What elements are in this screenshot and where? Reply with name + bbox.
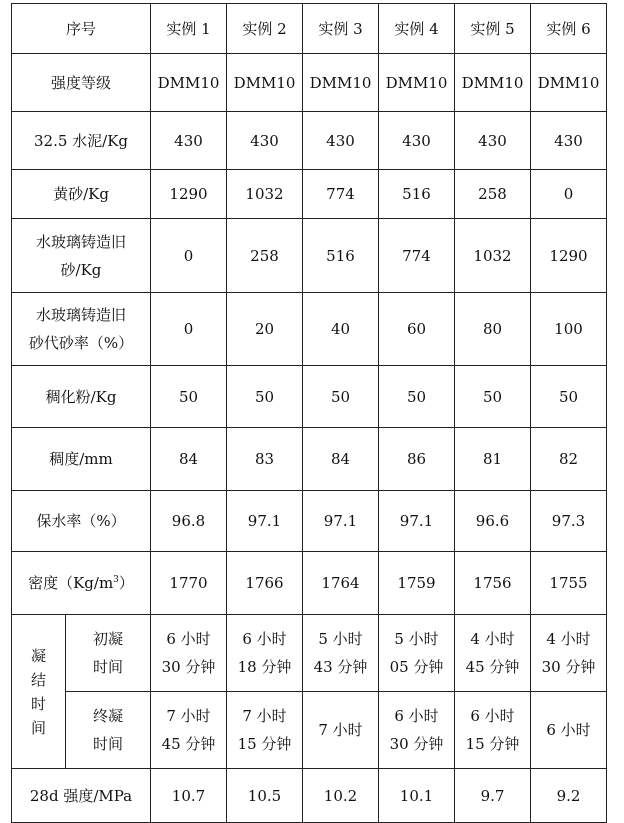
setting-time-row (12, 615, 607, 692)
row-label: 32.5 水泥/Kg (12, 112, 151, 170)
table-row (12, 552, 607, 615)
table-cell: 97.1 (227, 491, 303, 552)
line-text: 4 小时 (546, 630, 591, 648)
table-cell (151, 692, 227, 769)
cell-text (466, 625, 520, 681)
table-cell: 97.3 (531, 491, 607, 552)
table-cell (455, 692, 531, 769)
table-cell: 80 (455, 293, 531, 366)
table-cell: 50 (303, 366, 379, 428)
cell-text (238, 625, 292, 681)
setting-time-group-label (12, 615, 66, 769)
table-row (12, 293, 607, 366)
table-cell: 82 (531, 428, 607, 491)
table-cell: 60 (379, 293, 455, 366)
line-text: 5 小时 (394, 630, 439, 648)
table-cell: DMM10 (303, 54, 379, 112)
table-cell: 10.2 (303, 769, 379, 823)
line-text: 6 小时 (470, 707, 515, 725)
table-cell: 430 (455, 112, 531, 170)
table-cell: 430 (151, 112, 227, 170)
row-label-text: 密度（Kg/m (28, 574, 114, 592)
setting-time-sublabel (66, 615, 151, 692)
table-cell: 1032 (455, 219, 531, 293)
table-cell: DMM10 (151, 54, 227, 112)
cell-text (390, 702, 444, 758)
table-cell: 83 (227, 428, 303, 491)
cell-text (318, 716, 362, 744)
table-cell: 96.8 (151, 491, 227, 552)
line-text: 5 小时 (318, 630, 363, 648)
line-text: 6 小时 (546, 721, 591, 739)
line-text: 15 分钟 (237, 735, 292, 753)
table-cell: 10.7 (151, 769, 227, 823)
table-cell: DMM10 (227, 54, 303, 112)
line-text: 砂/Kg (60, 260, 102, 279)
table-row (12, 170, 607, 219)
row-label: 稠化粉/Kg (12, 366, 151, 428)
line-text: 6 小时 (166, 630, 211, 648)
row-label (12, 293, 151, 366)
row-label: 强度等级 (12, 54, 151, 112)
table-cell (531, 692, 607, 769)
line-text: 水玻璃铸造旧 (35, 306, 126, 324)
line-text: 终凝 (92, 707, 123, 725)
table-cell: DMM10 (455, 54, 531, 112)
line-text: 水玻璃铸造旧 (35, 232, 126, 251)
row-label: 黄砂/Kg (12, 170, 151, 219)
header-row (12, 4, 607, 54)
table-cell: DMM10 (531, 54, 607, 112)
table-cell: 258 (455, 170, 531, 219)
table-cell: 81 (455, 428, 531, 491)
table-cell: 1770 (151, 552, 227, 615)
table-row (12, 428, 607, 491)
line-text: 05 分钟 (389, 658, 444, 676)
table-cell: 0 (151, 219, 227, 293)
table-cell: 84 (303, 428, 379, 491)
table-row (12, 769, 607, 823)
data-table (11, 3, 607, 823)
setting-time-sublabel (66, 692, 151, 769)
table-cell: 0 (151, 293, 227, 366)
cell-text (466, 702, 520, 758)
line-text: 30 分钟 (161, 658, 216, 676)
table-row (12, 112, 607, 170)
table-cell: 1766 (227, 552, 303, 615)
table-cell: DMM10 (379, 54, 455, 112)
table-cell: 430 (531, 112, 607, 170)
table-cell: 100 (531, 293, 607, 366)
line-text: 30 分钟 (389, 735, 444, 753)
cell-text (162, 702, 216, 758)
table-cell: 20 (227, 293, 303, 366)
cell-text (238, 702, 292, 758)
unit-superscript: 3 (113, 575, 119, 585)
table-cell: 84 (151, 428, 227, 491)
table-cell: 1290 (151, 170, 227, 219)
table-cell (151, 615, 227, 692)
row-label: 保水率（%） (12, 491, 151, 552)
line-text: 时间 (92, 658, 123, 676)
cell-text (314, 625, 368, 681)
table-cell: 50 (379, 366, 455, 428)
table-row (12, 54, 607, 112)
table-cell: 516 (379, 170, 455, 219)
table-cell (227, 615, 303, 692)
table-cell: 774 (379, 219, 455, 293)
table-cell: 516 (303, 219, 379, 293)
setting-time-row (12, 692, 607, 769)
table-cell: 430 (379, 112, 455, 170)
row-label-text (36, 228, 126, 284)
table-cell (379, 615, 455, 692)
row-label: 28d 强度/MPa (12, 769, 151, 823)
table-cell (227, 692, 303, 769)
table-row (12, 366, 607, 428)
table-row (12, 491, 607, 552)
row-label-text (29, 301, 133, 357)
table-cell: 1764 (303, 552, 379, 615)
table-cell: 50 (455, 366, 531, 428)
line-text: 6 小时 (394, 707, 439, 725)
table-cell: 97.1 (303, 491, 379, 552)
cell-text (542, 625, 596, 681)
row-label: 稠度/mm (12, 428, 151, 491)
table-cell: 1290 (531, 219, 607, 293)
line-text: 砂代砂率（%） (28, 334, 134, 352)
table-cell: 50 (227, 366, 303, 428)
row-label-end: ） (118, 574, 134, 592)
table-cell: 1756 (455, 552, 531, 615)
table-cell: 9.7 (455, 769, 531, 823)
table-cell (303, 615, 379, 692)
column-header: 实例 6 (531, 4, 607, 54)
table-cell: 86 (379, 428, 455, 491)
line-text: 凝 (30, 646, 46, 665)
table-cell (455, 615, 531, 692)
table-cell (531, 615, 607, 692)
column-header: 实例 3 (303, 4, 379, 54)
column-header: 实例 5 (455, 4, 531, 54)
line-text: 15 分钟 (465, 735, 520, 753)
sublabel-text (93, 625, 123, 681)
line-text: 初凝 (92, 630, 123, 648)
header-label: 序号 (12, 4, 151, 54)
column-header: 实例 2 (227, 4, 303, 54)
table-cell: 10.5 (227, 769, 303, 823)
sublabel-text (93, 702, 123, 758)
line-text: 时 (30, 694, 46, 713)
table-cell: 9.2 (531, 769, 607, 823)
line-text: 45 分钟 (465, 658, 520, 676)
column-header: 实例 4 (379, 4, 455, 54)
cell-text (546, 716, 590, 744)
line-text: 4 小时 (470, 630, 515, 648)
cell-text (162, 625, 216, 681)
line-text: 6 小时 (242, 630, 287, 648)
row-label (12, 219, 151, 293)
line-text: 结 (30, 670, 46, 689)
table-cell: 10.1 (379, 769, 455, 823)
line-text: 18 分钟 (237, 658, 292, 676)
table-cell: 40 (303, 293, 379, 366)
line-text: 7 小时 (242, 707, 287, 725)
cell-text (390, 625, 444, 681)
table-cell: 430 (303, 112, 379, 170)
line-text: 间 (30, 718, 46, 737)
line-text: 30 分钟 (541, 658, 596, 676)
column-header: 实例 1 (151, 4, 227, 54)
table-cell: 1032 (227, 170, 303, 219)
line-text: 7 小时 (318, 721, 363, 739)
line-text: 45 分钟 (161, 735, 216, 753)
table-cell: 97.1 (379, 491, 455, 552)
table-cell: 1755 (531, 552, 607, 615)
table-cell: 50 (151, 366, 227, 428)
table-cell: 430 (227, 112, 303, 170)
table-cell: 0 (531, 170, 607, 219)
table-cell: 50 (531, 366, 607, 428)
line-text: 43 分钟 (313, 658, 368, 676)
table-cell: 1759 (379, 552, 455, 615)
table-row (12, 219, 607, 293)
row-label (12, 552, 151, 615)
line-text: 7 小时 (166, 707, 211, 725)
line-text: 时间 (92, 735, 123, 753)
table-cell: 258 (227, 219, 303, 293)
table-cell (379, 692, 455, 769)
table-cell (303, 692, 379, 769)
table-cell: 774 (303, 170, 379, 219)
table-cell: 96.6 (455, 491, 531, 552)
